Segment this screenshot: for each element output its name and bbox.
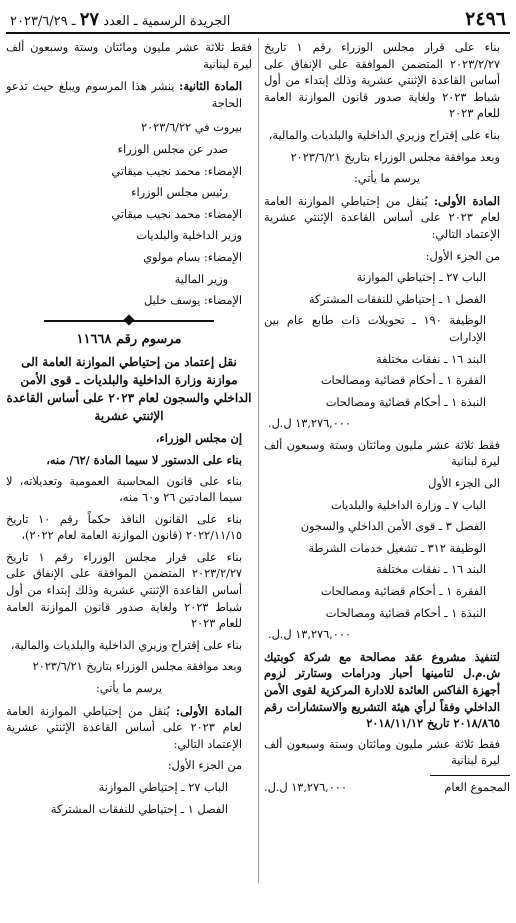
article-one [6, 703, 252, 754]
place-date: بيروت في ٢٠٢٣/٦/٢٢ [141, 121, 242, 135]
amount: ١٣,٢٧٦,٠٠٠ ل.ل. [268, 417, 351, 431]
budget-line: الباب ٢٧ ـ إحتياطي الموازنة [98, 781, 228, 794]
paragraph: بناء على قانون المحاسبة العمومية وتعديلاته، لا سيما المادتين ٢٦ و٦٠ منه، [6, 474, 242, 505]
budget-line: الوظيفة ١٩٠ ـ تحويلات ذات طابع عام بين الإدارات [264, 314, 486, 344]
decree-title: نقل إعتماد من إحتياطي الموازنة العامة الى موازنة وزارة الداخلية والبلديات ـ قوى الأمن الداخلي والسجون لعام ٢٠٢٣ على أساس القاعدة الإثنتي عشرية [6, 355, 252, 424]
article-text: يُنقل من إحتياطي الموازنة العامة لعام ٢٠٢٣ على أساس القاعدة الإثنتي عشرية الإعتماد التالي: [6, 704, 242, 751]
right-column [264, 40, 510, 802]
amount-in-words: فقط ثلاثة عشر مليون ومائتان وستة وسبعون ألف ليرة لبنانية [264, 438, 500, 469]
article-label: المادة الأولى: [175, 703, 242, 718]
paragraph: بناء على إقتراح وزيري الداخلية والبلديات والمالية، [10, 638, 242, 652]
budget-line: من الجزء الأول: [167, 759, 242, 773]
budget-line: الفقرة ١ ـ أحكام قضائية ومصالحات [320, 585, 486, 599]
masthead-title: الجريدة الرسمية ـ العدد [103, 14, 231, 29]
budget-line: النبذة ١ ـ أحكام قضائية ومصالحات [325, 606, 486, 620]
paragraph: بناء على قرار مجلس الوزراء رقم ١ تاريخ ٢٠٢٣/٢/٢٧ المتضمن الموافقة على الإنفاق على أساس القاعدة الإثنتي عشرية وذلك إبتداء من أول شباط ٢٠٢٣ ولغاية صدور قانون الموازنة العامة للعام ٢٠٢٣ [264, 41, 501, 121]
paragraph: بناء على قرار مجلس الوزراء رقم ١ تاريخ ٢٠٢٣/٢/٢٧ المتضمن الموافقة على الإنفاق على أساس القاعدة الإثنتي عشرية وذلك إبتداء من أول شباط ٢٠٢٣ ولغاية صدور قانون الموازنة العامة للعام ٢٠٢٣ [6, 550, 243, 631]
article-label: المادة الأولى: [433, 193, 500, 208]
article-label: المادة الثانية: [179, 79, 242, 94]
article-text: ينشر هذا المرسوم ويبلغ حيث تدعو الحاجة [6, 80, 242, 110]
paragraph: إن مجلس الوزراء، [155, 431, 242, 446]
grand-total [264, 780, 510, 797]
total-amount: ١٣,٢٧٦,٠٠٠ ل.ل. [264, 780, 347, 794]
article-one [264, 193, 510, 244]
signature: الإمضاء: بسام مولوي [143, 250, 242, 264]
budget-line: البند ١٦ ـ نفقات مختلفة [375, 563, 486, 577]
paragraph: بناء على إقتراح وزيري الداخلية والبلديات والمالية، [268, 128, 500, 142]
paragraph: يرسم ما يأتي: [354, 172, 420, 186]
paragraph: يرسم ما يأتي: [96, 682, 162, 696]
budget-line: الفصل ١ ـ إحتياطي للنفقات المشتركة [50, 802, 228, 816]
paragraph: بناء على القانون النافذ حكماً رقم ١٠ تاريخ ٢٠٢٢/١١/١٥ (قانون الموازنة العامة لعام ٢٠٢٢)، [6, 512, 242, 543]
decree-number: مرسوم رقم ١١٦٦٨ [76, 331, 182, 347]
article-two [6, 78, 252, 112]
issuer: صدر عن مجلس الوزراء [117, 142, 228, 156]
signature: الإمضاء: محمد نجيب ميقاتي [111, 164, 242, 178]
official-title: وزير الداخلية والبلديات [136, 229, 242, 243]
budget-line: الباب ٧ ـ وزارة الداخلية والبلديات [330, 498, 486, 512]
budget-line: البند ١٦ ـ نفقات مختلفة [375, 352, 486, 366]
issue-number: ٢٧ [79, 9, 100, 30]
amount-in-words: فقط ثلاثة عشر مليون ومائتان وستة وسبعون ألف ليرة لبنانية [264, 737, 500, 768]
budget-line: من الجزء الأول: [425, 249, 500, 263]
budget-line: الفصل ٣ ـ قوى الأمن الداخلي والسجون [300, 520, 486, 534]
budget-line: النبذة ١ ـ أحكام قضائية ومصالحات [325, 395, 486, 409]
budget-line: الوظيفة ٣١٢ ـ تشغيل خدمات الشرطة [308, 541, 486, 555]
budget-line: الباب ٢٧ ـ إحتياطي الموازنة [356, 271, 486, 285]
total-label: المجموع العام [444, 780, 510, 794]
official-title: رئيس مجلس الوزراء [131, 186, 228, 200]
column-divider [258, 38, 259, 883]
purpose-text: لتنفيذ مشروع عقد مصالحة مع شركة كوبتيك ش.م.ل لتامينها أحبار ودرامات وستارتر لزوم أجهزة الفاكس العائدة للادارة المركزية لقوى الأمن الداخلي وفقاً لرأي هيئة التشريع والاستشارات رقم ٢٠١٨/٨٦٥ تاريخ ٢٠١٨/١١/١٢ [264, 649, 500, 731]
budget-line: الى الجزء الأول [428, 477, 500, 491]
total-rule [430, 775, 510, 776]
gazette-masthead [10, 9, 230, 30]
section-separator [6, 316, 252, 326]
article-text: يُنقل من إحتياطي الموازنة العامة لعام ٢٠٢٣ على أساس القاعدة الإثنتي عشرية الإعتماد التالي: [264, 194, 500, 241]
signature: الإمضاء: يوسف خليل [144, 294, 242, 308]
page-number: ٢٤٩٦ [465, 8, 506, 30]
left-column [6, 40, 252, 823]
paragraph: وبعد موافقة مجلس الوزراء بتاريخ ٢٠٢٣/٦/٢١ [290, 150, 500, 164]
amount: ١٣,٢٧٦,٠٠٠ ل.ل. [268, 628, 351, 642]
budget-line: الفقرة ١ ـ أحكام قضائية ومصالحات [320, 374, 486, 388]
masthead-date: ـ ٢٠٢٣/٦/٢٩ [10, 14, 76, 29]
paragraph: بناء على الدستور لا سيما المادة /٦٢/ منه، [46, 452, 242, 467]
budget-line: الفصل ١ ـ إحتياطي للنفقات المشتركة [308, 292, 486, 306]
paragraph: وبعد موافقة مجلس الوزراء بتاريخ ٢٠٢٣/٦/٢١ [32, 660, 242, 674]
page-header [6, 6, 510, 34]
amount-in-words: فقط ثلاثة عشر مليون ومائتان وستة وسبعون ألف ليرة لبنانية [6, 41, 252, 71]
signature: الإمضاء: محمد نجيب ميقاتي [111, 207, 242, 221]
official-title: وزير المالية [174, 272, 228, 286]
